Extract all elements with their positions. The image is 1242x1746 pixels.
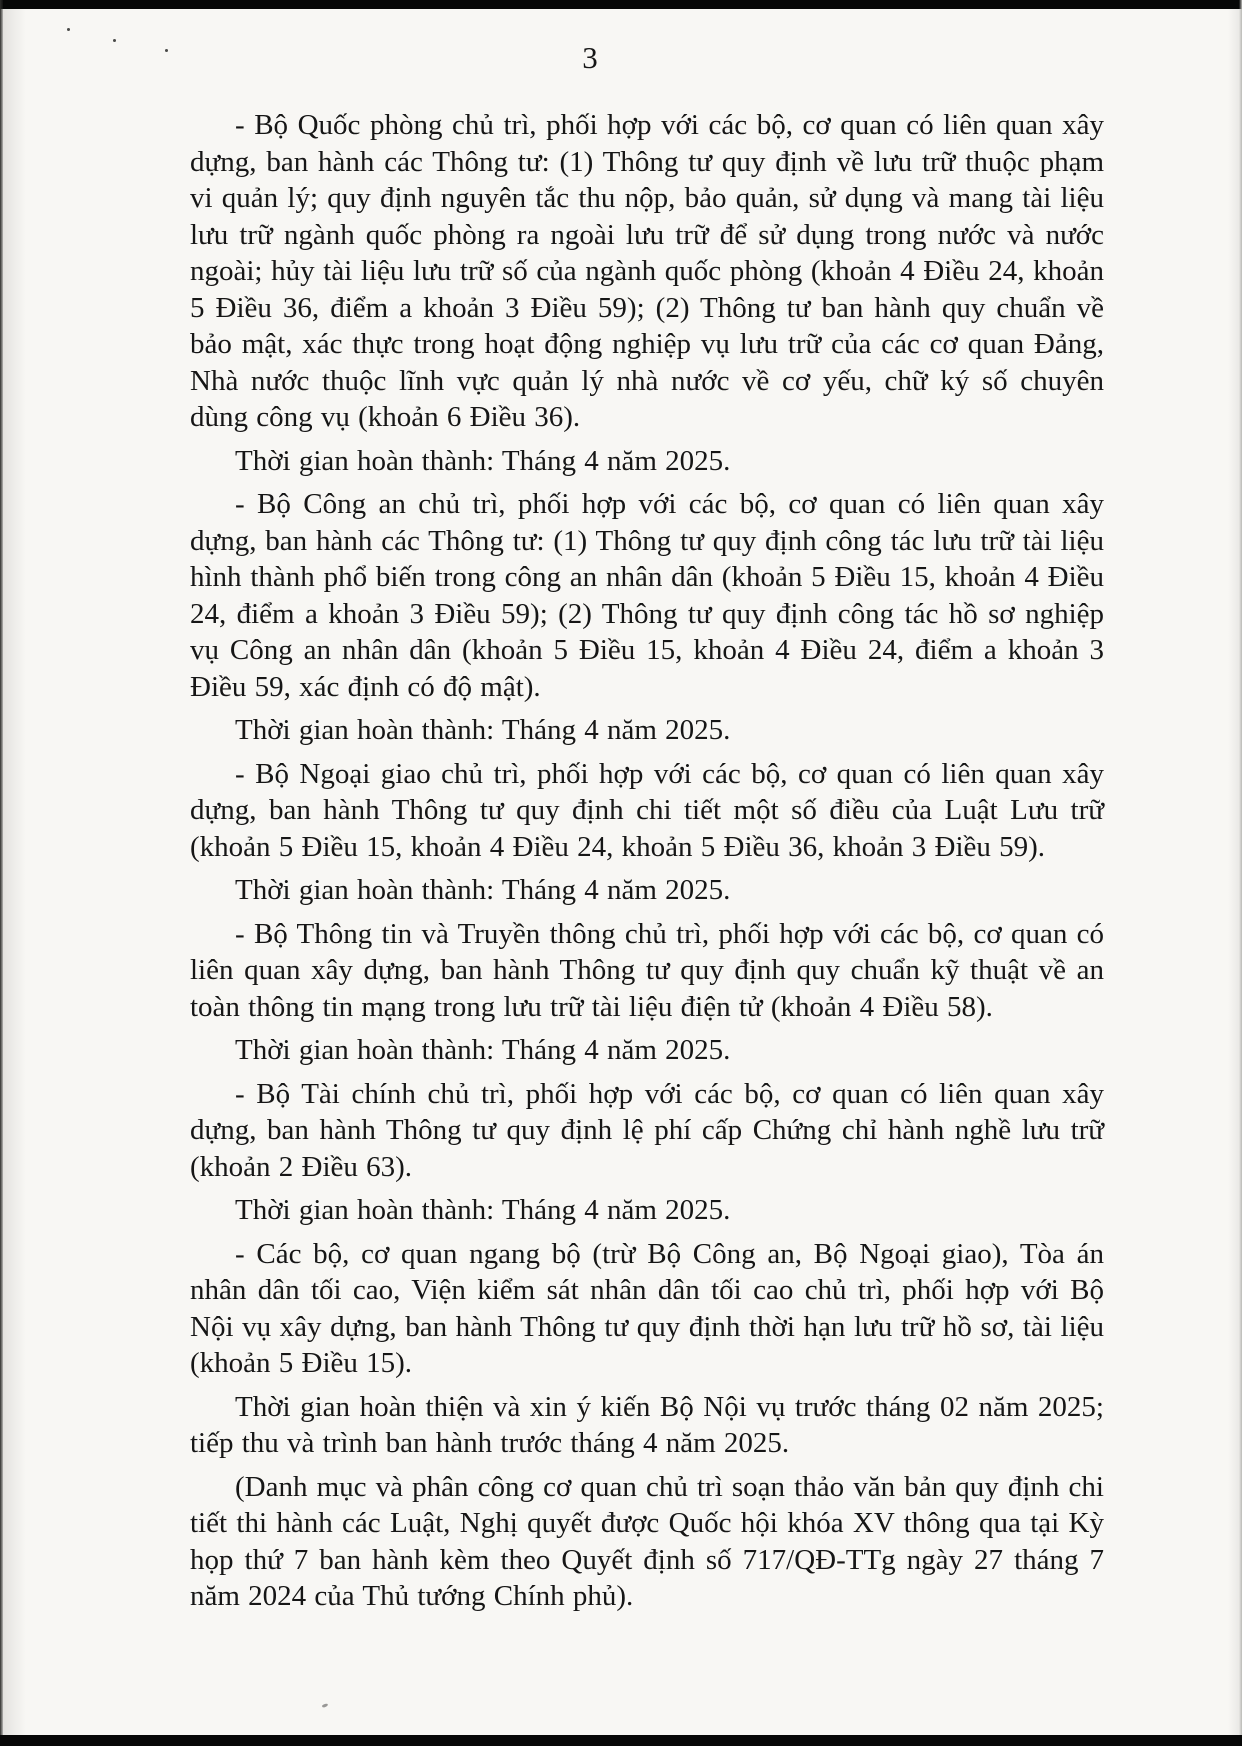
page-number: 3 — [582, 40, 598, 75]
body-paragraph-cong-an: - Bộ Công an chủ trì, phối hợp với các bộ, cơ quan có liên quan xây dựng, ban hành các Thông tư: (1) Thông tư quy định công tác lưu trữ tài liệu hình thành phổ biến trong công an nhân dân (khoản 5 Điều 15, khoản 4 Điều 24, điểm a khoản 3 Điều 59); (2) Thông tư quy định công tác hồ sơ nghiệp vụ Công an nhân dân (khoản 5 Điều 15, khoản 4 Điều 24, điểm a khoản 3 Điều 59, xác định có độ mật). — [190, 488, 1104, 703]
completion-time-line: Thời gian hoàn thành: Tháng 4 năm 2025. — [235, 1034, 731, 1066]
scan-artifact-speck — [113, 39, 116, 42]
completion-time-line: Thời gian hoàn thành: Tháng 4 năm 2025. — [235, 444, 731, 477]
body-paragraph-quoc-phong: - Bộ Quốc phòng chủ trì, phối hợp với các bộ, cơ quan có liên quan xây dựng, ban hành các Thông tư: (1) Thông tư quy định về lưu trữ thuộc phạm vi quản lý; quy định nguyên tắc thu nộp, bảo quản, sử dụng và mang tài liệu lưu trữ ngành quốc phòng ra ngoài lưu trữ để sử dụng trong nước và nước ngoài; hủy tài liệu lưu trữ số của ngành quốc phòng (khoản 4 Điều 24, khoản 5 Điều 36, điểm a khoản 3 Điều 59); (2) Thông tư ban hành quy chuẩn về bảo mật, xác thực trong hoạt động nghiệp vụ lưu trữ của các cơ quan Đảng, Nhà nước thuộc lĩnh vực quản lý nhà nước về cơ yếu, chữ ký số chuyên dùng công vụ (khoản 6 Điều 36). — [190, 109, 1104, 433]
body-paragraph-danh-muc-note: (Danh mục và phân công cơ quan chủ trì soạn thảo văn bản quy định chi tiết thi hành các Luật, Nghị quyết được Quốc hội khóa XV thông qua tại Kỳ họp thứ 7 ban hành kèm theo Quyết định số 717/QĐ-TTg ngày 27 tháng 7 năm 2024 của Thủ tướng Chính phủ). — [190, 1470, 1104, 1612]
body-paragraph-ngoai-giao: - Bộ Ngoại giao chủ trì, phối hợp với các bộ, cơ quan có liên quan xây dựng, ban hành Thông tư quy định chi tiết một số điều của Luật Lưu trữ (khoản 5 Điều 15, khoản 4 Điều 24, khoản 5 Điều 36, khoản 3 Điều 59). — [190, 757, 1104, 863]
scan-artifact-bottom-bar — [0, 1735, 1242, 1746]
scan-artifact-speck — [322, 1703, 329, 1708]
completion-time-line: Thời gian hoàn thành: Tháng 4 năm 2025. — [235, 874, 731, 906]
completion-time-line: Thời gian hoàn thành: Tháng 4 năm 2025. — [235, 714, 731, 746]
document-body — [190, 107, 1104, 1622]
body-paragraph-tai-chinh: - Bộ Tài chính chủ trì, phối hợp với các bộ, cơ quan có liên quan xây dựng, ban hành Thông tư quy định lệ phí cấp Chứng chỉ hành nghề lưu trữ (khoản 2 Điều 63). — [190, 1077, 1104, 1183]
body-paragraph-thong-tin: - Bộ Thông tin và Truyền thông chủ trì, phối hợp với các bộ, cơ quan có liên quan xây dựng, ban hành Thông tư quy định quy chuẩn kỹ thuật về an toàn thông tin mạng trong lưu trữ tài liệu điện tử (khoản 4 Điều 58). — [190, 917, 1104, 1023]
completion-time-line: Thời gian hoàn thành: Tháng 4 năm 2025. — [235, 1194, 731, 1226]
body-paragraph-cac-bo: - Các bộ, cơ quan ngang bộ (trừ Bộ Công an, Bộ Ngoại giao), Tòa án nhân dân tối cao, Viện kiểm sát nhân dân tối cao chủ trì, phối hợp với Bộ Nội vụ xây dựng, ban hành Thông tư quy định thời hạn lưu trữ hồ sơ, tài liệu (khoản 5 Điều 15). — [190, 1237, 1104, 1379]
completion-time-paragraph: Thời gian hoàn thiện và xin ý kiến Bộ Nội vụ trước tháng 02 năm 2025; tiếp thu và trình ban hành trước tháng 4 năm 2025. — [190, 1390, 1104, 1459]
scan-artifact-top-bar — [0, 0, 1242, 9]
scan-artifact-speck — [67, 28, 70, 31]
scan-artifact-speck — [165, 49, 168, 52]
scan-artifact-left-edge — [0, 0, 3, 1746]
